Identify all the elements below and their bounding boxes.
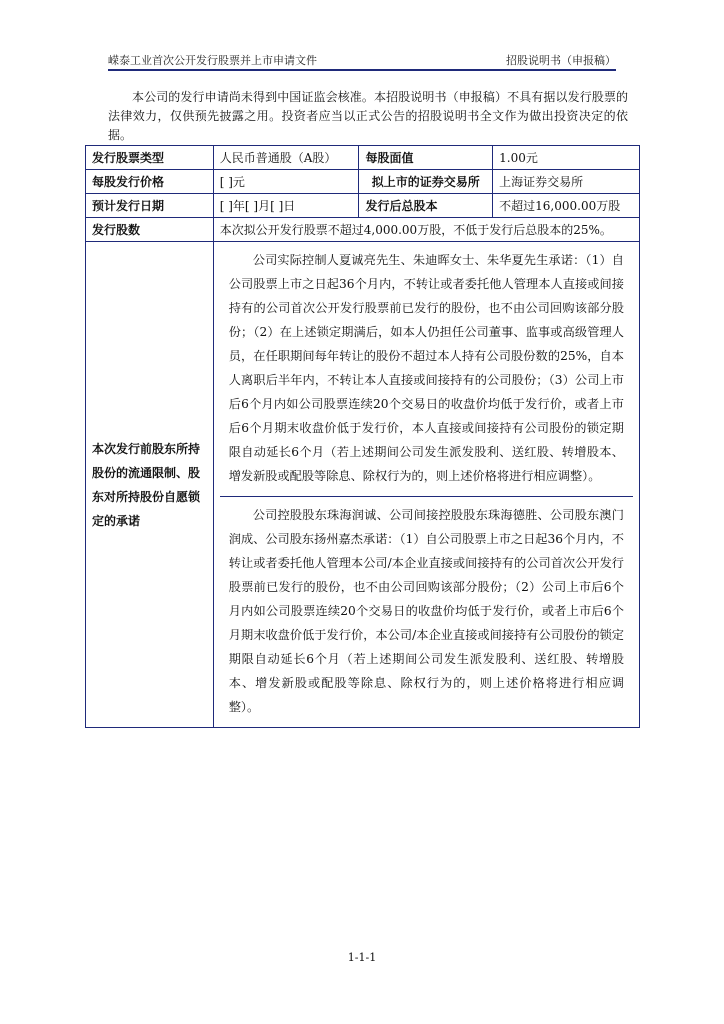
value-issue-shares: 本次拟公开发行股票不超过4,000.00万股，不低于发行后总股本的25%。 (213, 218, 639, 242)
table-row (86, 194, 640, 218)
table-row (86, 218, 640, 242)
label-issue-date: 预计发行日期 (86, 194, 214, 218)
label-exchange: 拟上市的证券交易所 (359, 170, 493, 194)
label-total-shares: 发行后总股本 (359, 194, 493, 218)
label-issue-shares: 发行股数 (86, 218, 214, 242)
intro-notice: 本公司的发行申请尚未得到中国证监会核准。本招股说明书（申报稿）不具有据以发行股票的法律效力，仅供预先披露之用。投资者应当以正式公告的招股说明书全文作为做出投资决定的依据。 (108, 90, 628, 142)
value-issue-date: [ ]年[ ]月[ ]日 (213, 194, 359, 218)
value-total-shares: 不超过16,000.00万股 (493, 194, 640, 218)
label-stock-type: 发行股票类型 (86, 146, 214, 170)
shareholder-commitment (220, 497, 633, 727)
table-row (86, 170, 640, 194)
value-exchange: 上海证券交易所 (493, 170, 640, 194)
value-issue-price: [ ]元 (213, 170, 359, 194)
label-issue-price: 每股发行价格 (86, 170, 214, 194)
table-row (86, 242, 640, 728)
shareholder-commitment-text: 公司控股股东珠海润诚、公司间接控股股东珠海德胜、公司股东澳门润成、公司股东扬州嘉杰承诺：（1）自公司股票上市之日起36个月内，不转让或者委托他人管理本公司/本企业直接或间接持有的公司首次公开发行股票前已发行的股份，也不由公司回购该部分股份；（2）公司上市后6个月内如公司股票连续20个交易日的收盘价均低于发行价，或者上市后6个月期末收盘价低于发行价，本公司/本企业直接或间接持有公司股份的锁定期限自动延长6个月（若上述期间公司发生派发股利、送红股、转增股本、增发新股或配股等除息、除权行为的，则上述价格将进行相应调整）。 (228, 508, 624, 714)
header-document-type: 招股说明书（申报稿） (506, 54, 616, 67)
header-document-title: 嵘泰工业首次公开发行股票并上市申请文件 (108, 54, 317, 67)
label-par-value: 每股面值 (359, 146, 493, 170)
page-number: 1-1-1 (347, 951, 377, 964)
lockup-commitment-cell (213, 242, 639, 728)
page-header (108, 51, 616, 71)
controller-commitment-text: 公司实际控制人夏诚亮先生、朱迪晖女士、朱华夏先生承诺：（1）自公司股票上市之日起36个月内，不转让或者委托他人管理本人直接或间接持有的公司首次公开发行股票前已发行的股份，也不由公司回购该部分股份；（2）在上述锁定期满后，如本人仍担任公司董事、监事或高级管理人员，在任职期间每年转让的股份不超过本人持有公司股份数的25%，自本人离职后半年内，不转让本人直接或间接持有的公司股份；（3）公司上市后6个月内如公司股票连续20个交易日的收盘价均低于发行价，或者上市后6个月期末收盘价低于发行价，本人直接或间接持有公司股份的锁定期限自动延长6个月（若上述期间公司发生派发股利、送红股、转增股本、增发新股或配股等除息、除权行为的，则上述价格将进行相应调整）。 (228, 253, 624, 483)
value-stock-type: 人民币普通股（A股） (213, 146, 359, 170)
offering-summary-table (85, 145, 640, 728)
label-lockup-commitment: 本次发行前股东所持股份的流通限制、股东对所持股份自愿锁定的承诺 (86, 242, 214, 728)
controller-commitment (220, 242, 633, 497)
value-par-value: 1.00元 (493, 146, 640, 170)
table-row (86, 146, 640, 170)
